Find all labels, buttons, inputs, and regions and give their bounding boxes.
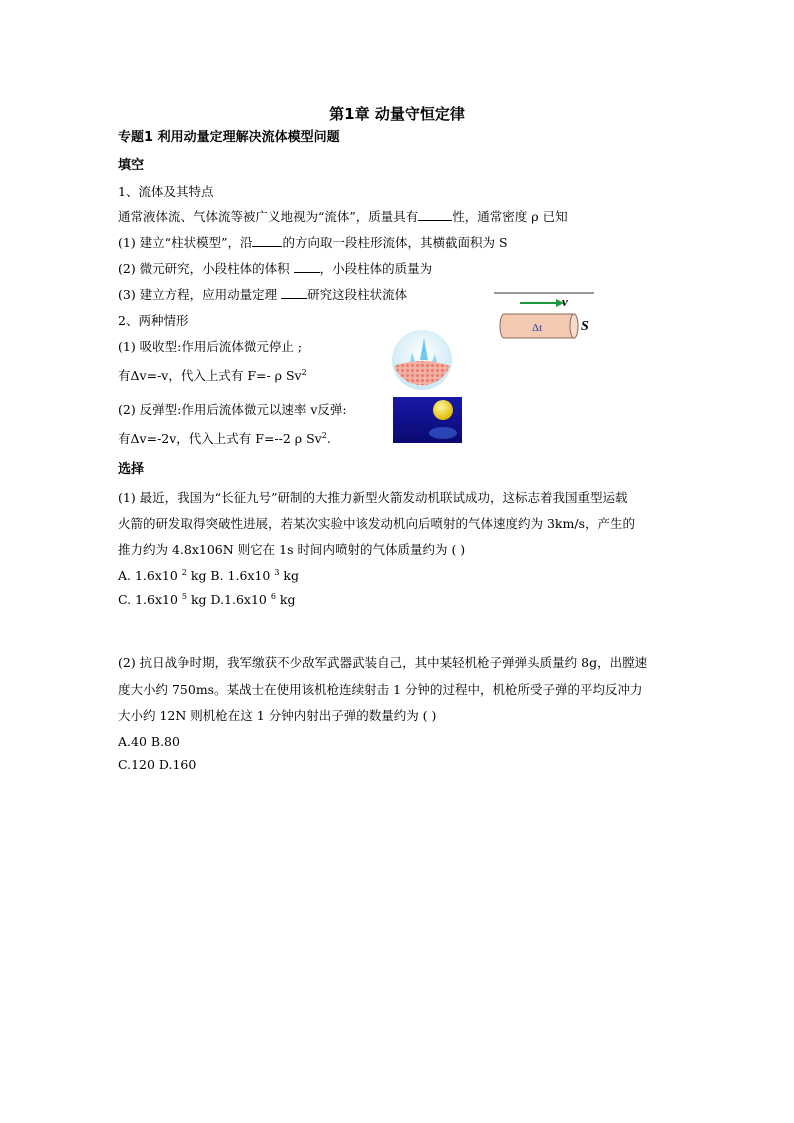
- dt-label: Δt: [532, 322, 543, 334]
- rebound-ball-figure: [393, 397, 462, 443]
- q2-line3: 大小约 12N 则机枪在这 1 分钟内射出子弹的数量约为 ( ): [118, 708, 437, 723]
- q1-line3: 推力约为 4.8x106N 则它在 1s 时间内喷射的气体质量约为 ( ): [118, 542, 466, 557]
- section1-line1: 通常液体流、气体流等被广义地视为“流体”，质量具有 性，通常密度 ρ 已知: [118, 209, 568, 224]
- q1-options-ab: A. 1.6x10 $^2$ kg B. 1.6x10 $^3$ kg: [118, 567, 300, 583]
- rebound-type-line: (2) 反弹型:作用后流体微元以速率 v反弹:: [118, 402, 347, 417]
- s-label: S: [581, 319, 589, 334]
- topic-subtitle: 专题1 利用动量定理解决流体模型问题: [118, 130, 340, 145]
- rebound-formula-line: 有Δv=-2v，代入上式有 F=--2 ρ Sv$^2$.: [118, 430, 331, 446]
- absorb-type-line: (1) 吸收型:作用后流体微元停止 ;: [118, 339, 303, 354]
- q2-line1: (2) 抗日战争时期，我军缴获不少敌军武器武装自己，其中某轻机枪子弹弹头质量约 8g，出膛速: [118, 655, 648, 670]
- section1-line2: (1) 建立“柱状模型”，沿 的方向取一段柱形流体，其横截面积为 S: [118, 235, 508, 250]
- v-label: v: [562, 294, 568, 309]
- blank-4: [281, 287, 307, 299]
- blank-1: [418, 209, 452, 221]
- section1-heading: 1、流体及其特点: [118, 184, 214, 199]
- q2-line2: 度大小约 750ms。某战士在使用该机枪连续射击 1 分钟的过程中，机枪所受子弹的平均反冲力: [118, 682, 643, 697]
- section2-heading: 2、两种情形: [118, 313, 189, 328]
- q1-line2: 火箭的研发取得突破性进展，若某次实验中该发动机向后喷射的气体速度约为 3km/s，产生的: [118, 516, 635, 531]
- q2-options-ab: A.40 B.80: [118, 734, 180, 749]
- q1-options-cd: C. 1.6x10 $^5$ kg D.1.6x10 $^6$ kg: [118, 591, 296, 607]
- section1-line4: (3) 建立方程，应用动量定理 研究这段柱状流体: [118, 287, 408, 302]
- blank-2: [252, 235, 282, 247]
- page-title: 第1章 动量守恒定律: [329, 105, 465, 123]
- section1-line3: (2) 微元研究，小段柱体的体积 ，小段柱体的质量为: [118, 261, 433, 276]
- absorb-formula-line: 有Δv=-v，代入上式有 F=- ρ Sv$^2$: [118, 367, 307, 383]
- fill-heading: 填空: [118, 158, 145, 173]
- q1-line1: (1) 最近，我国为“长征九号”研制的大推力新型火箭发动机联试成功，这标志着我国重型运载: [118, 490, 628, 505]
- fluid-column-figure: [494, 290, 598, 340]
- absorb-droplet-figure: [390, 328, 454, 392]
- q2-options-cd: C.120 D.160: [118, 757, 197, 772]
- blank-3: [294, 261, 320, 273]
- choice-heading: 选择: [118, 462, 145, 477]
